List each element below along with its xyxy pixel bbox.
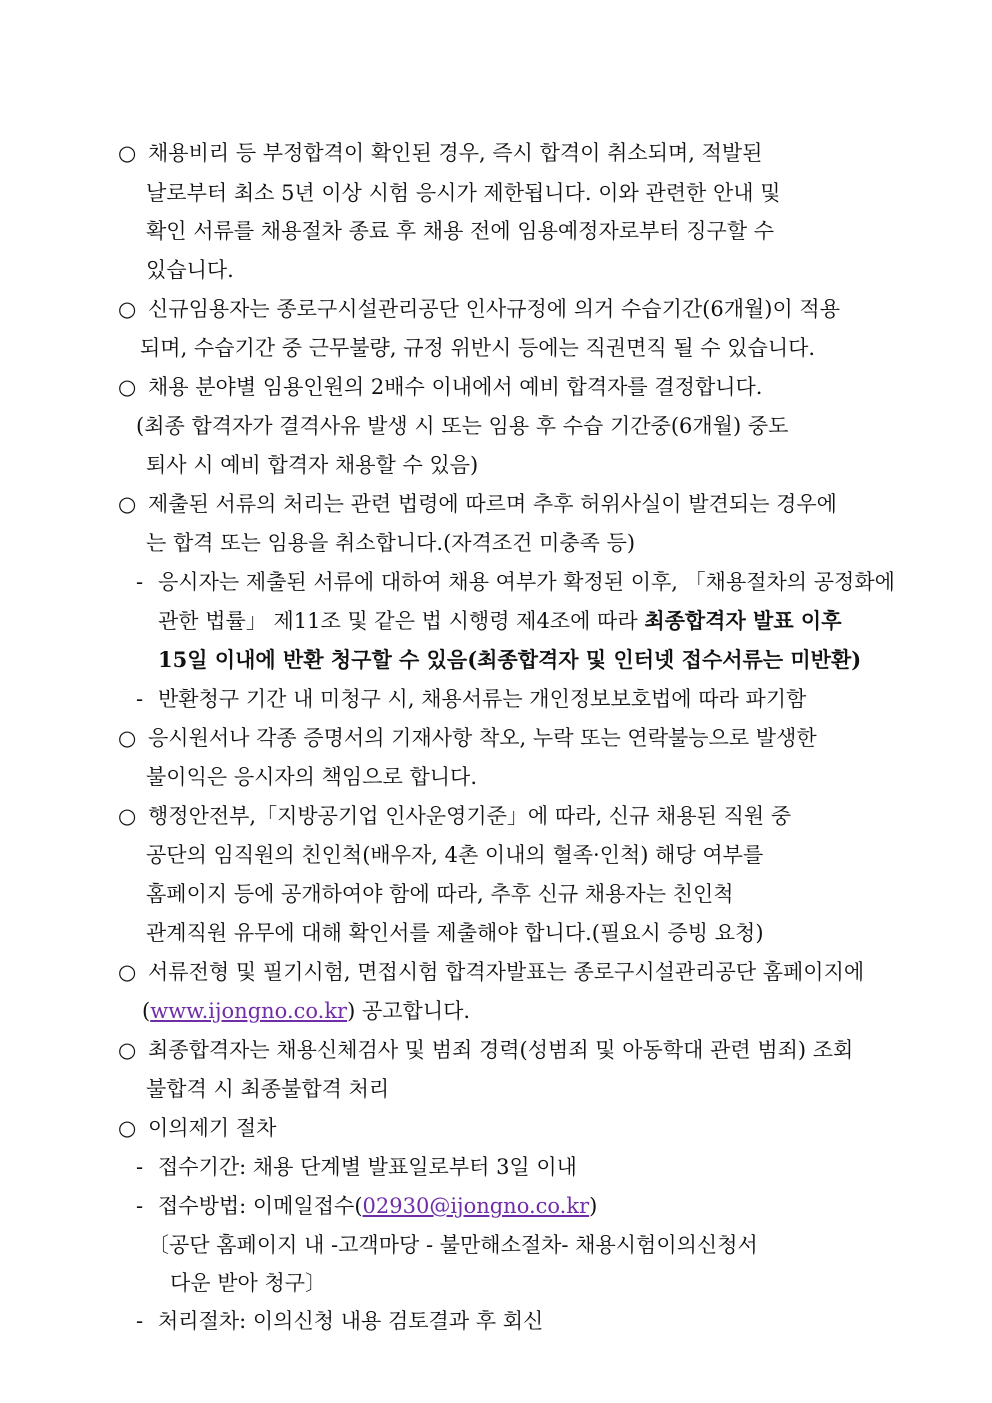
text-segment: 접수방법: 이메일접수( (158, 1194, 363, 1218)
homepage-link[interactable]: www.ijongno.co.kr (150, 999, 348, 1023)
text-line: 공단의 임직원의 친인척(배우자, 4촌 이내의 혈족·인척) 해당 여부를 (146, 843, 764, 867)
bullet-marker: ○ (118, 726, 137, 750)
text-line: 반환청구 기간 내 미청구 시, 채용서류는 개인정보보호법에 따라 파기함 (158, 687, 807, 711)
text-line (142, 996, 470, 1026)
dash-marker: - (136, 570, 144, 594)
text-line: 불이익은 응시자의 책임으로 합니다. (146, 765, 477, 789)
text-line: 응시자는 제출된 서류에 대하여 채용 여부가 확정된 이후, 「채용절차의 공정화에 (158, 570, 895, 594)
text-line: 관계직원 유무에 대해 확인서를 제출해야 합니다.(필요시 증빙 요청) (146, 921, 764, 945)
text-line: 퇴사 시 예비 합격자 채용할 수 있음) (146, 453, 479, 477)
bullet-marker: ○ (118, 1038, 137, 1062)
text-segment: ( (142, 999, 151, 1023)
bullet-marker: ○ (118, 960, 137, 984)
bullet-marker: ○ (118, 804, 137, 828)
text-line: 서류전형 및 필기시험, 면접시험 합격자발표는 종로구시설관리공단 홈페이지에 (148, 960, 865, 984)
bullet-marker: ○ (118, 492, 137, 516)
bullet-marker: ○ (118, 375, 137, 399)
text-line: 〔공단 홈페이지 내 -고객마당 - 불만해소절차- 채용시험이의신청서 (148, 1233, 758, 1257)
text-segment: ) (589, 1194, 598, 1218)
dash-marker: - (136, 1194, 144, 1218)
dash-marker: - (136, 687, 144, 711)
section-title: 이의제기 절차 (148, 1116, 277, 1140)
text-line: 처리절차: 이의신청 내용 검토결과 후 회신 (158, 1309, 544, 1333)
text-line: 다운 받아 청구〕 (170, 1271, 327, 1295)
text-line (158, 606, 842, 636)
text-line: 채용 분야별 임용인원의 2배수 이내에서 예비 합격자를 결정합니다. (148, 375, 763, 399)
text-segment: 관한 법률」 제11조 및 같은 법 시행령 제4조에 따라 (158, 609, 645, 633)
text-line: 행정안전부,「지방공기업 인사운영기준」에 따라, 신규 채용된 직원 중 (148, 804, 792, 828)
text-line: 는 합격 또는 임용을 취소합니다.(자격조건 미충족 등) (146, 531, 636, 555)
text-line: 되며, 수습기간 중 근무불량, 규정 위반시 등에는 직권면직 될 수 있습니다. (140, 336, 816, 360)
text-line: 채용비리 등 부정합격이 확인된 경우, 즉시 합격이 취소되며, 적발된 (148, 141, 763, 165)
text-line: 접수기간: 채용 단계별 발표일로부터 3일 이내 (158, 1155, 577, 1179)
text-line: 제출된 서류의 처리는 관련 법령에 따르며 추후 허위사실이 발견되는 경우에 (148, 492, 837, 516)
text-line: (최종 합격자가 결격사유 발생 시 또는 임용 후 수습 기간중(6개월) 중도 (136, 414, 789, 438)
email-link[interactable]: 02930@ijongno.co.kr (362, 1194, 590, 1218)
text-line: 최종합격자는 채용신체검사 및 범죄 경력(성범죄 및 아동학대 관련 범죄) 조회 (148, 1038, 854, 1062)
bullet-marker: ○ (118, 297, 137, 321)
dash-marker: - (136, 1309, 144, 1333)
text-line: 홈페이지 등에 공개하여야 함에 따라, 추후 신규 채용자는 친인척 (146, 882, 734, 906)
text-line: 확인 서류를 채용절차 종료 후 채용 전에 임용예정자로부터 징구할 수 (146, 219, 775, 243)
dash-marker: - (136, 1155, 144, 1179)
text-line: 날로부터 최소 5년 이상 시험 응시가 제한됩니다. 이와 관련한 안내 및 (146, 181, 781, 205)
text-line: 있습니다. (146, 258, 234, 282)
bullet-marker: ○ (118, 1116, 137, 1140)
bullet-marker: ○ (118, 141, 137, 165)
bold-segment: 최종합격자 발표 이후 (644, 608, 842, 633)
bold-line: 15일 이내에 반환 청구할 수 있음(최종합격자 및 인터넷 접수서류는 미반환) (158, 647, 862, 672)
text-segment: ) 공고합니다. (347, 999, 471, 1023)
text-line: 불합격 시 최종불합격 처리 (146, 1077, 390, 1101)
text-line: 신규임용자는 종로구시설관리공단 인사규정에 의거 수습기간(6개월)이 적용 (148, 297, 840, 321)
text-line (158, 1191, 597, 1221)
text-line: 응시원서나 각종 증명서의 기재사항 착오, 누락 또는 연락불능으로 발생한 (148, 726, 817, 750)
